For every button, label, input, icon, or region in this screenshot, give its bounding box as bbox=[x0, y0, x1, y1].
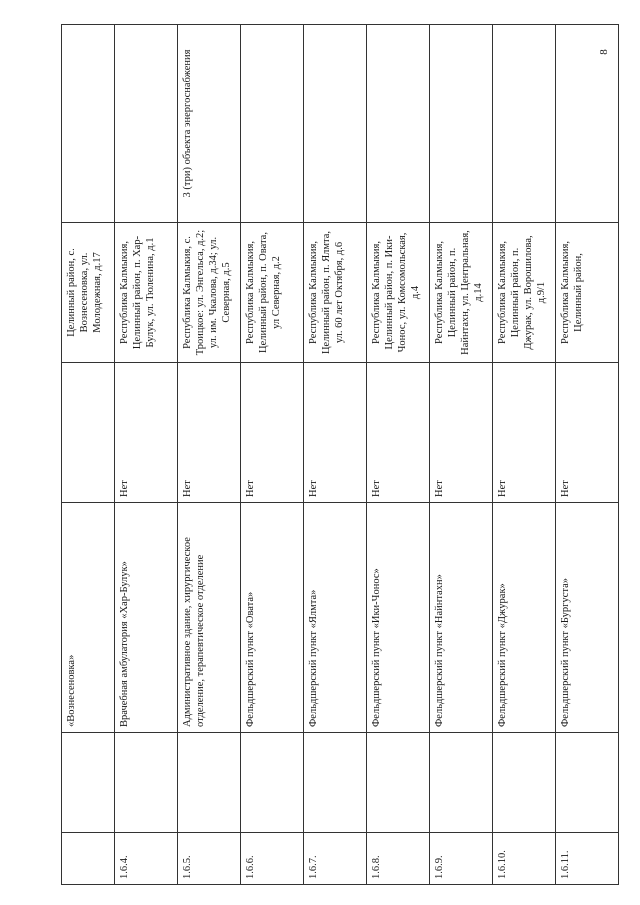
cell-address: Республика Калмыкия, Целинный район, п. Ики-Чонос, ул. Комсомольская, д.4 bbox=[367, 223, 430, 363]
cell-num: 1.6.7. bbox=[304, 833, 367, 885]
cell-note bbox=[430, 25, 493, 223]
cell-name: Фельдшерский пункт «Бургуста» bbox=[556, 503, 619, 733]
cell-num: 1.6.8. bbox=[367, 833, 430, 885]
table-row bbox=[493, 25, 556, 885]
cell-num: 1.6.6. bbox=[241, 833, 304, 885]
cell-flag: Нет bbox=[430, 363, 493, 503]
cell-num: 1.6.4. bbox=[115, 833, 178, 885]
cell-name: Фельдшерский пункт «Ялмта» bbox=[304, 503, 367, 733]
table-body bbox=[62, 25, 619, 885]
cell-name: «Вознесеновка» bbox=[62, 503, 115, 733]
cell-flag: Нет bbox=[493, 363, 556, 503]
cell-empty bbox=[115, 733, 178, 833]
table-row bbox=[556, 25, 619, 885]
cell-flag: Нет bbox=[178, 363, 241, 503]
cell-name: Врачебная амбулатория «Хар-Булук» bbox=[115, 503, 178, 733]
cell-address: Республика Калмыкия, Целинный район, п. Хар-Булук, ул. Тюленина, д.1 bbox=[115, 223, 178, 363]
cell-note bbox=[493, 25, 556, 223]
cell-address: Республика Калмыкия, Целинный район, п. Овата, ул Северная, д.2 bbox=[241, 223, 304, 363]
cell-note bbox=[556, 25, 619, 223]
cell-name: Фельдшерский пункт «Найнтахн» bbox=[430, 503, 493, 733]
page-number: 8 bbox=[598, 49, 610, 55]
cell-name: Фельдшерский пункт «Ики-Чонос» bbox=[367, 503, 430, 733]
cell-flag: Нет bbox=[304, 363, 367, 503]
table-row bbox=[367, 25, 430, 885]
table-row bbox=[241, 25, 304, 885]
facilities-table bbox=[61, 24, 619, 885]
rotated-table-wrapper bbox=[61, 25, 584, 885]
cell-empty bbox=[367, 733, 430, 833]
cell-empty bbox=[62, 733, 115, 833]
table-row bbox=[304, 25, 367, 885]
cell-flag: Нет bbox=[241, 363, 304, 503]
cell-address: Республика Калмыкия, Целинный район, п. Ялмта, ул. 60 лет Октября, д.6 bbox=[304, 223, 367, 363]
table-row bbox=[178, 25, 241, 885]
cell-name: Административное здание, хирургическое отделение, терапевтическое отделение bbox=[178, 503, 241, 733]
cell-address: Республика Калмыкия, Целинный район, п. Найнтахн, ул. Центральная, д.14 bbox=[430, 223, 493, 363]
cell-address: Республика Калмыкия, Целинный район, п. Джурак, ул. Ворошилова, д.9/1 bbox=[493, 223, 556, 363]
cell-flag: Нет bbox=[115, 363, 178, 503]
cell-num bbox=[62, 833, 115, 885]
cell-empty bbox=[241, 733, 304, 833]
cell-num: 1.6.9. bbox=[430, 833, 493, 885]
cell-note bbox=[367, 25, 430, 223]
cell-empty bbox=[556, 733, 619, 833]
cell-note bbox=[115, 25, 178, 223]
cell-name: Фельдшерский пункт «Джурак» bbox=[493, 503, 556, 733]
cell-flag bbox=[62, 363, 115, 503]
cell-address: Республика Калмыкия, с. Троицкое: ул. Энгельса, д.2; ул. им. Чкалова, д.34; ул. Северная, д.5 bbox=[178, 223, 241, 363]
cell-empty bbox=[304, 733, 367, 833]
cell-note bbox=[241, 25, 304, 223]
cell-empty bbox=[178, 733, 241, 833]
cell-flag: Нет bbox=[367, 363, 430, 503]
cell-empty bbox=[430, 733, 493, 833]
cell-num: 1.6.10. bbox=[493, 833, 556, 885]
cell-flag: Нет bbox=[556, 363, 619, 503]
cell-note: 3 (три) объекта энергоснабжения bbox=[178, 25, 241, 223]
cell-num: 1.6.11. bbox=[556, 833, 619, 885]
cell-name: Фельдшерский пункт «Овата» bbox=[241, 503, 304, 733]
cell-empty bbox=[493, 733, 556, 833]
cell-num: 1.6.5. bbox=[178, 833, 241, 885]
cell-note bbox=[304, 25, 367, 223]
table-row-continuation bbox=[62, 25, 115, 885]
table-row bbox=[115, 25, 178, 885]
cell-address: Республика Калмыкия, Целинный район, bbox=[556, 223, 619, 363]
table-row bbox=[430, 25, 493, 885]
cell-note bbox=[62, 25, 115, 223]
cell-address: Целинный район, с. Вознесеновка, ул. Молодежная, д.17 bbox=[62, 223, 115, 363]
